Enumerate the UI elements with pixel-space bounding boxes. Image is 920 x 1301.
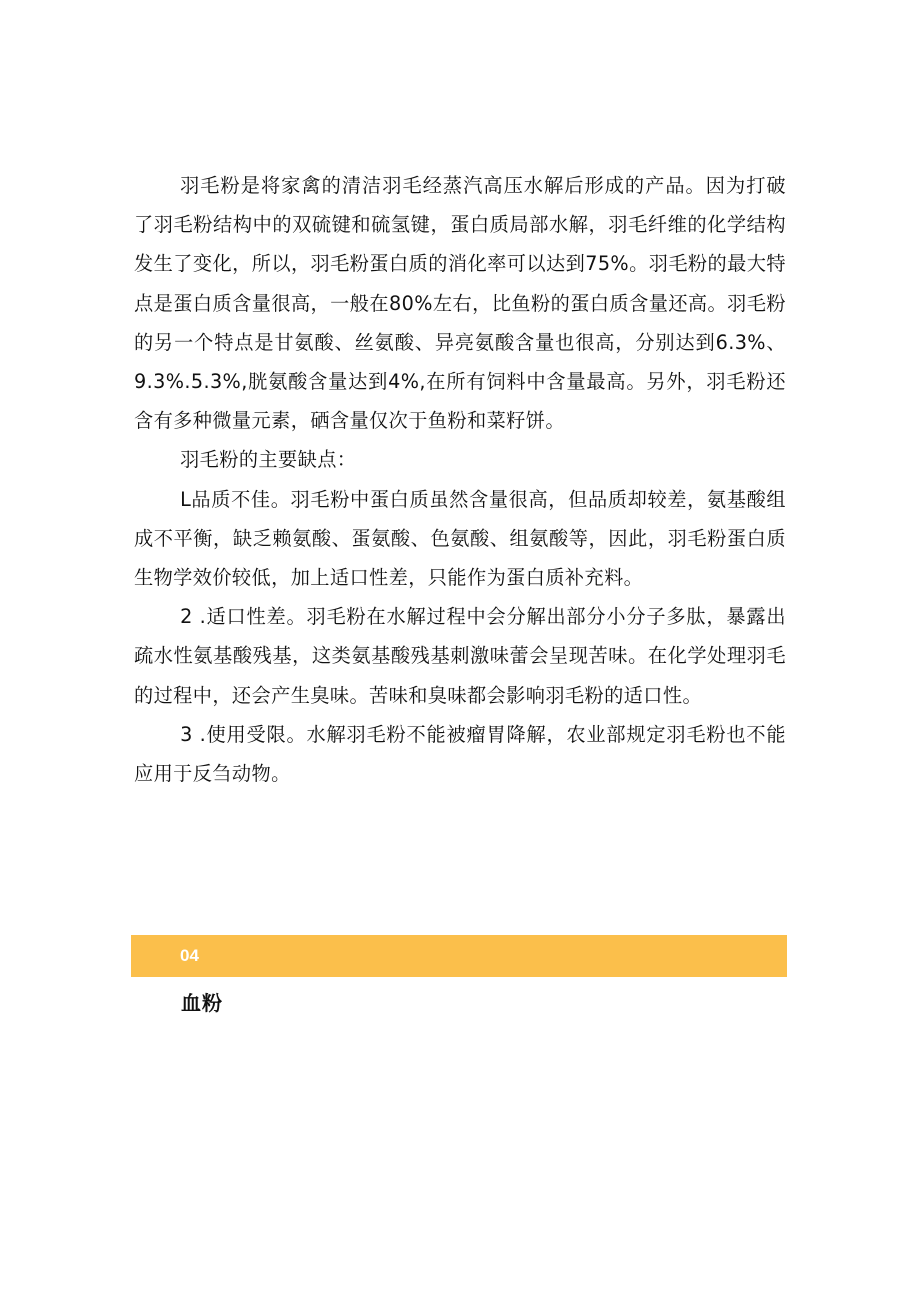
paragraph-disadvantage-3: 3 .使用受限。水解羽毛粉不能被瘤胃降解，农业部规定羽毛粉也不能应用于反刍动物。 (134, 722, 786, 786)
paragraph-disadvantages-heading: 羽毛粉的主要缺点： (180, 448, 357, 472)
paragraph-feather-meal-intro: 羽毛粉是将家禽的清洁羽毛经蒸汽高压水解后形成的产品。因为打破了羽毛粉结构中的双硫键和硫氢键，蛋白质局部水解，羽毛纤维的化学结构发生了变化，所以，羽毛粉蛋白质的消化率可以达到75%。羽毛粉的最大特点是蛋白质含量很高，一般在80%左右，比鱼粉的蛋白质含量还高。羽毛粉的另一个特点是甘氨酸、丝氨酸、异亮氨酸含量也很高，分别达到6.3%、9.3%.5.3%,胱氨酸含量达到4%,在所有饲料中含量最高。另外，羽毛粉还含有多种微量元素，硒含量仅次于鱼粉和菜籽饼。 (134, 174, 786, 433)
paragraph-disadvantage-2: 2 .适口性差。羽毛粉在水解过程中会分解出部分小分子多肽，暴露出疏水性氨基酸残基，这类氨基酸残基刺激味蕾会呈现苦味。在化学处理羽毛的过程中，还会产生臭味。苦味和臭味都会影响羽毛粉的适口性。 (134, 605, 786, 707)
section-number: 04 (180, 946, 199, 965)
section-title: 血粉 (181, 991, 223, 1015)
paragraph-disadvantage-1: L品质不佳。羽毛粉中蛋白质虽然含量很高，但品质却较差，氨基酸组成不平衡，缺乏赖氨酸、蛋氨酸、色氨酸、组氨酸等，因此，羽毛粉蛋白质生物学效价较低，加上适口性差，只能作为蛋白质补充料。 (134, 487, 786, 590)
section-header-bar (131, 935, 787, 977)
body-text (134, 166, 786, 793)
